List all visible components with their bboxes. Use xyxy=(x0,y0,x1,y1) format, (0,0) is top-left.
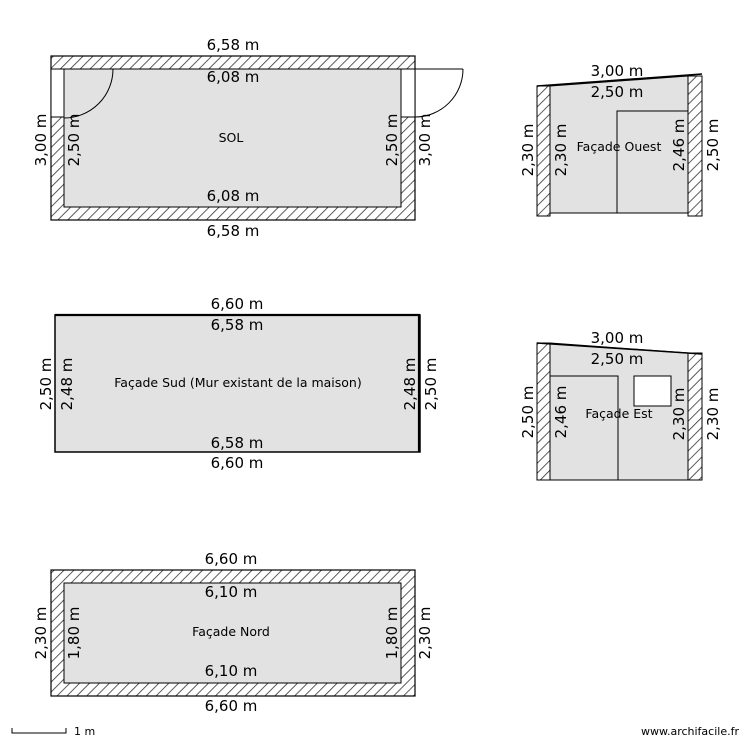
ouest-room-label: Façade Ouest xyxy=(576,139,662,154)
nord-dim-inner-bottom: 6,10 m xyxy=(204,662,258,680)
sol-door-right-opening xyxy=(401,69,415,117)
est-dim-left-inner: 2,46 m xyxy=(552,385,570,439)
nord-dim-left-inner: 1,80 m xyxy=(65,606,83,660)
est-dim-left-outer: 2,50 m xyxy=(519,385,537,439)
sol-plan[interactable] xyxy=(32,36,463,240)
nord-dim-right-outer: 2,30 m xyxy=(416,606,434,660)
sol-dim-left-inner: 2,50 m xyxy=(65,113,83,167)
facade-sud[interactable] xyxy=(37,295,440,472)
ouest-dim-top-inner: 2,50 m xyxy=(590,83,644,101)
facade-ouest[interactable] xyxy=(519,62,722,216)
sud-dim-bottom-outer: 6,60 m xyxy=(210,454,264,472)
sud-dim-right-outer: 2,50 m xyxy=(422,357,440,411)
watermark: www.archifacile.fr xyxy=(640,725,739,738)
est-wall-right xyxy=(688,353,702,480)
nord-dim-left-outer: 2,30 m xyxy=(32,606,50,660)
sud-dim-left-outer: 2,50 m xyxy=(37,357,55,411)
nord-room-label: Façade Nord xyxy=(192,624,270,639)
sol-room-label: SOL xyxy=(218,130,244,145)
est-dim-right-inner: 2,30 m xyxy=(670,387,688,441)
ouest-dim-right-outer: 2,50 m xyxy=(704,118,722,172)
sud-dim-right-inner: 2,48 m xyxy=(401,357,419,411)
nord-dim-right-inner: 1,80 m xyxy=(383,606,401,660)
est-room-label: Façade Est xyxy=(585,406,653,421)
scale-bar-label: 1 m xyxy=(74,725,96,738)
scale-bar-line xyxy=(12,728,66,733)
ouest-wall-left xyxy=(537,86,550,216)
sud-dim-bottom-inner: 6,58 m xyxy=(210,434,264,452)
sud-dim-left-inner: 2,48 m xyxy=(58,357,76,411)
sol-dim-left-outer: 3,00 m xyxy=(32,113,50,167)
sol-door-left-opening xyxy=(51,69,64,117)
sol-dim-outer-top: 6,58 m xyxy=(206,36,260,54)
scale-bar xyxy=(12,725,95,738)
sud-dim-top-outer: 6,60 m xyxy=(210,295,264,313)
nord-dim-inner-top: 6,10 m xyxy=(204,583,258,601)
est-wall-left xyxy=(537,343,550,480)
sol-dim-right-inner: 2,50 m xyxy=(383,113,401,167)
nord-dim-outer-bottom: 6,60 m xyxy=(204,697,258,715)
ouest-dim-right-inner: 2,46 m xyxy=(670,118,688,172)
ouest-dim-left-outer: 2,30 m xyxy=(519,123,537,177)
est-dim-right-outer: 2,30 m xyxy=(704,387,722,441)
sud-room-label: Façade Sud (Mur existant de la maison) xyxy=(114,375,362,390)
sol-dim-inner-bottom: 6,08 m xyxy=(206,187,260,205)
est-window xyxy=(634,376,671,406)
sol-dim-inner-top: 6,08 m xyxy=(206,68,260,86)
est-dim-top-outer: 3,00 m xyxy=(590,329,644,347)
sol-dim-outer-bottom: 6,58 m xyxy=(206,222,260,240)
facade-nord[interactable] xyxy=(32,550,434,715)
sol-dim-right-outer: 3,00 m xyxy=(416,113,434,167)
ouest-wall-right xyxy=(688,76,702,216)
ouest-dim-top-outer: 3,00 m xyxy=(590,62,644,80)
facade-est[interactable] xyxy=(519,329,722,480)
est-dim-top-inner: 2,50 m xyxy=(590,350,644,368)
sud-dim-top-inner: 6,58 m xyxy=(210,316,264,334)
sol-door-right-swing xyxy=(415,69,463,117)
nord-dim-outer-top: 6,60 m xyxy=(204,550,258,568)
ouest-dim-left-inner: 2,30 m xyxy=(552,123,570,177)
